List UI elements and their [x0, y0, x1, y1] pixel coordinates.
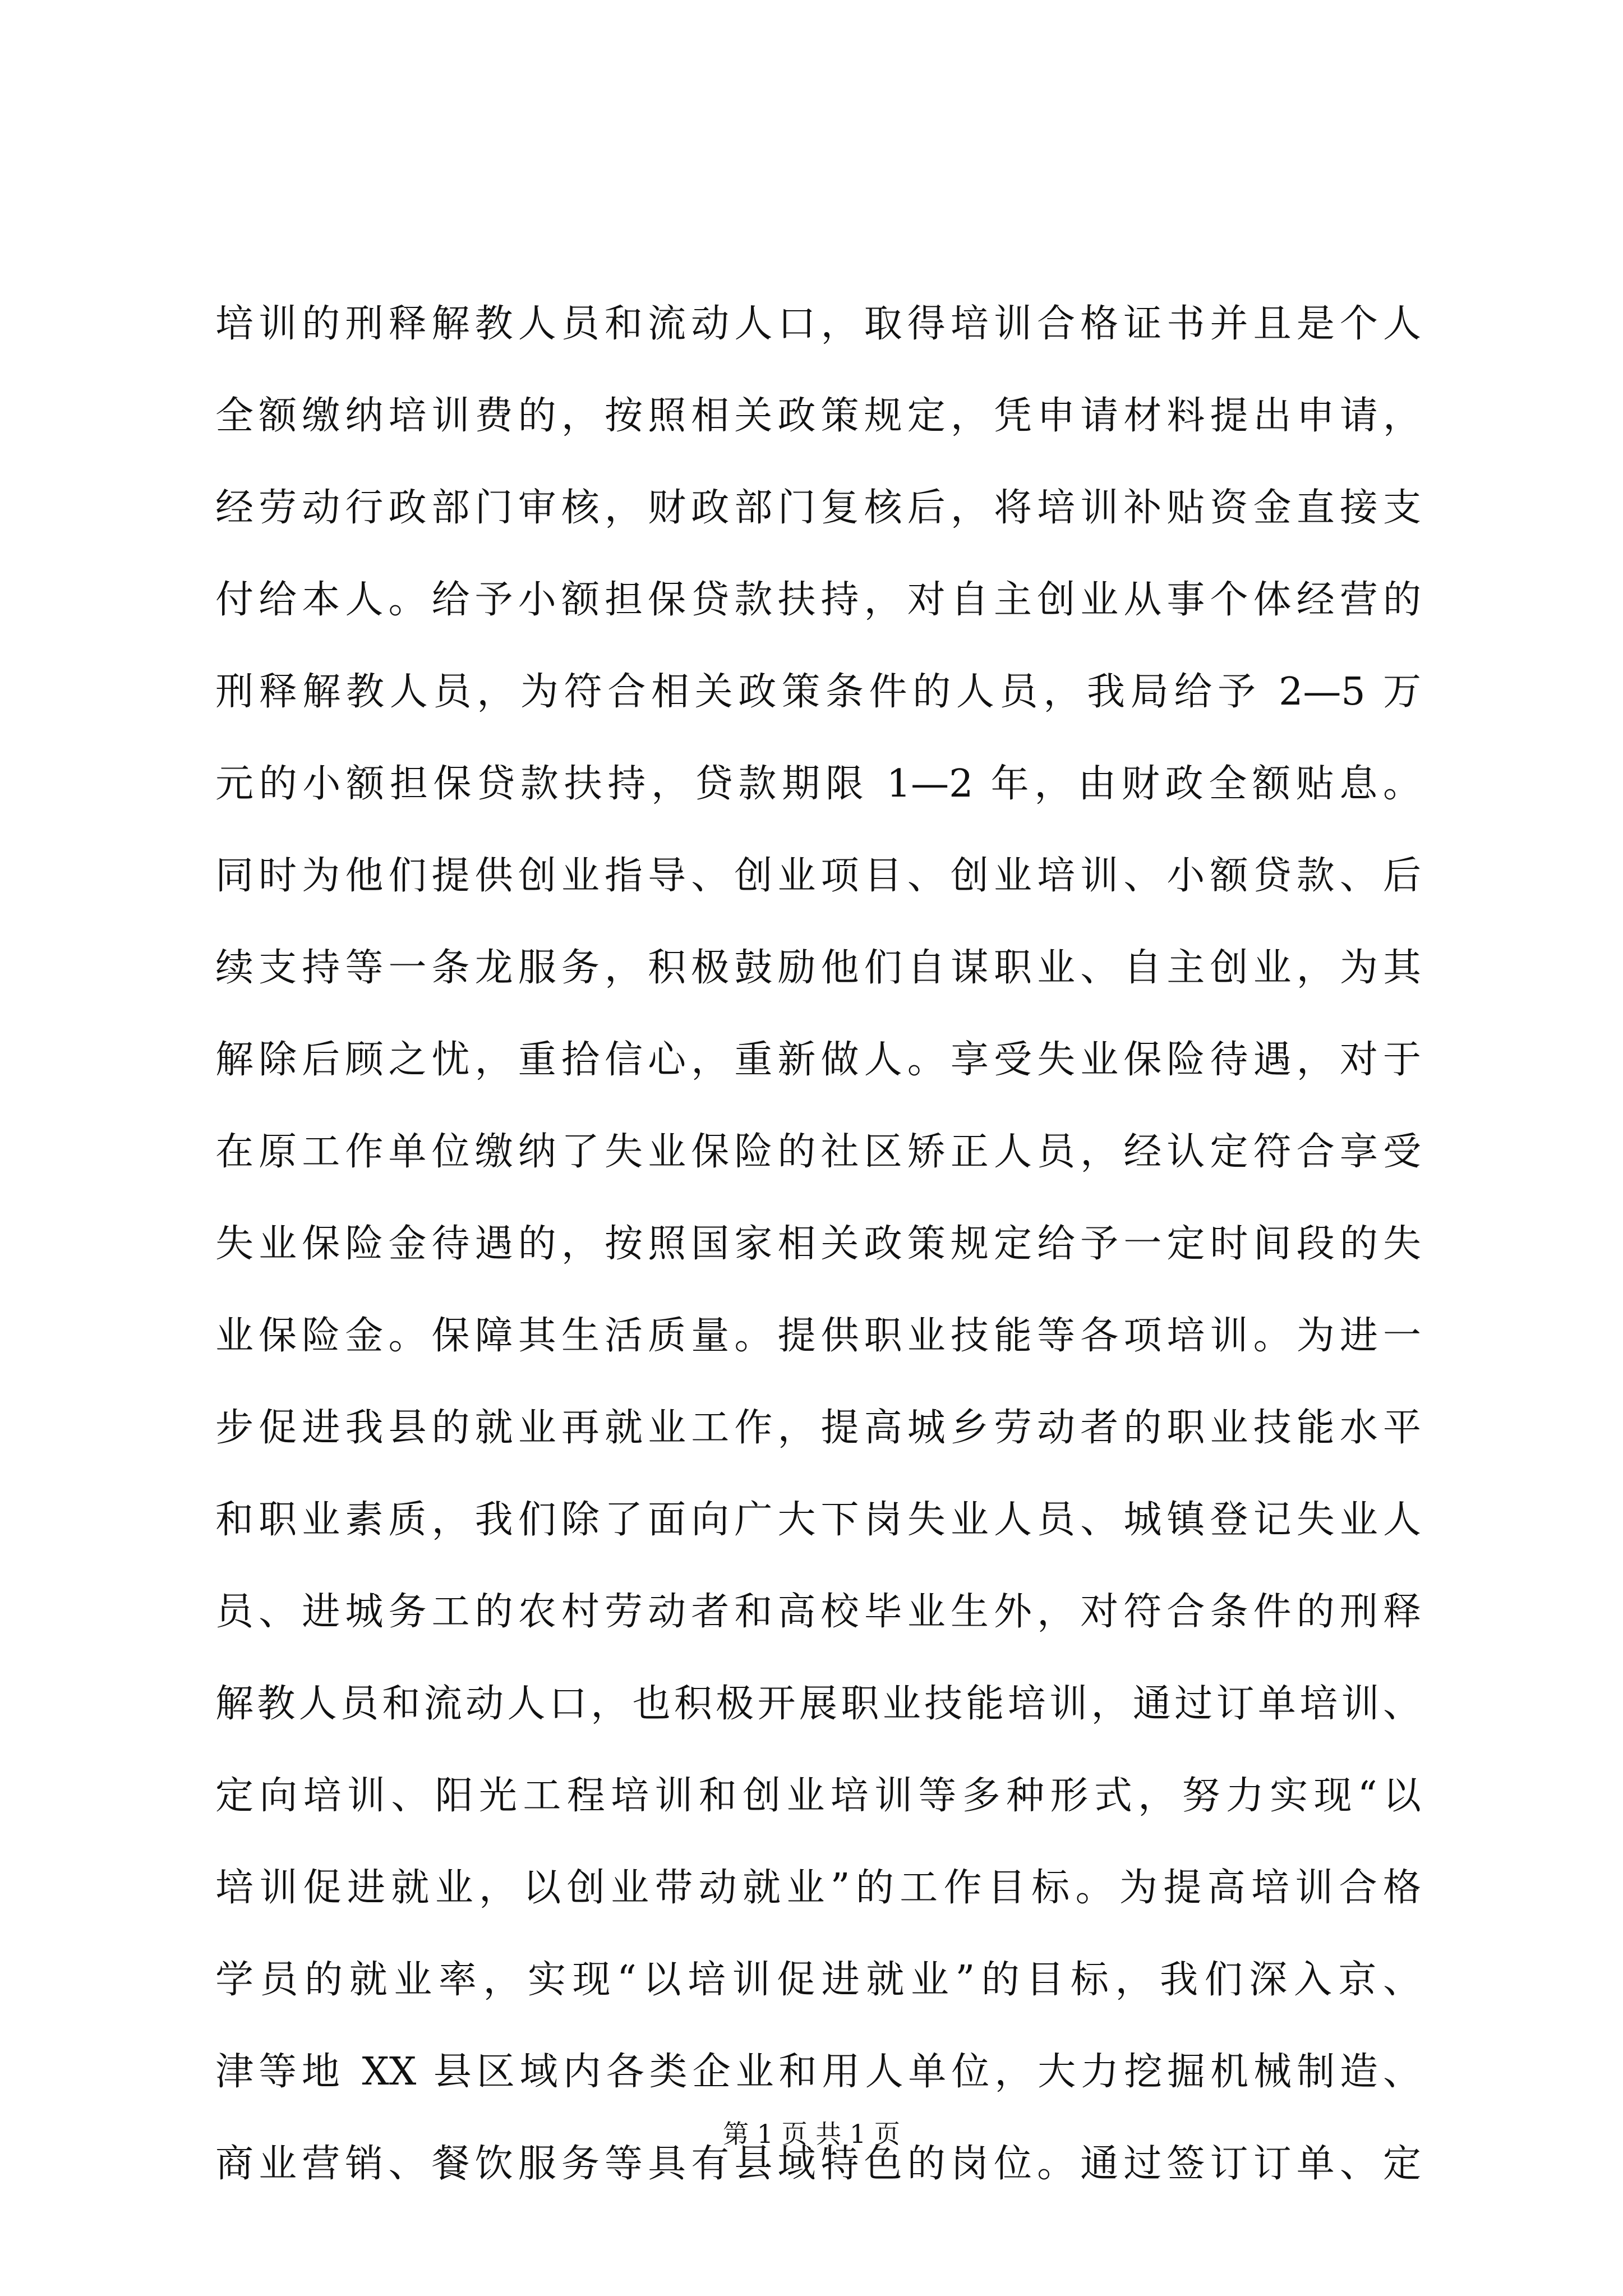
text-line: 商业营销、餐饮服务等具有县域特色的岗位。通过签订订单、定 [215, 2142, 1421, 2186]
text-line: 员、进城务工的农村劳动者和高校毕业生外，对符合条件的刑释 [215, 1590, 1421, 1634]
text-line: 在原工作单位缴纳了失业保险的社区矫正人员，经认定符合享受 [215, 1130, 1421, 1174]
text-line: 和职业素质，我们除了面向广大下岗失业人员、城镇登记失业人 [215, 1498, 1421, 1542]
text-line: 业保险金。保障其生活质量。提供职业技能等各项培训。为进一 [215, 1314, 1421, 1358]
text-line: 失业保险金待遇的，按照国家相关政策规定给予一定时间段的失 [215, 1222, 1421, 1266]
text-line: 解除后顾之忧，重拾信心，重新做人。享受失业保险待遇，对于 [215, 1038, 1421, 1082]
text-line: 全额缴纳培训费的，按照相关政策规定，凭申请材料提出申请， [215, 394, 1421, 438]
text-line: 津等地 XX 县区域内各类企业和用人单位，大力挖掘机械制造、 [215, 2050, 1421, 2094]
text-line: 解教人员和流动人口，也积极开展职业技能培训，通过订单培训、 [215, 1682, 1421, 1726]
page-number-footer: 第 1 页 共 1 页 [723, 2119, 900, 2149]
body-text [215, 301, 1421, 2233]
text-line: 同时为他们提供创业指导、创业项目、创业培训、小额贷款、后 [215, 854, 1421, 898]
text-line: 培训的刑释解教人员和流动人口，取得培训合格证书并且是个人 [215, 302, 1421, 346]
text-line: 定向培训、阳光工程培训和创业培训等多种形式，努力实现“以 [215, 1774, 1421, 1818]
text-line: 经劳动行政部门审核，财政部门复核后，将培训补贴资金直接支 [215, 486, 1421, 530]
text-line: 续支持等一条龙服务，积极鼓励他们自谋职业、自主创业，为其 [215, 946, 1421, 990]
text-line: 刑释解教人员，为符合相关政策条件的人员，我局给予 2—5 万 [215, 670, 1421, 714]
text-line: 付给本人。给予小额担保贷款扶持，对自主创业从事个体经营的 [215, 578, 1421, 622]
text-line: 培训促进就业，以创业带动就业”的工作目标。为提高培训合格 [215, 1866, 1421, 1910]
text-line: 学员的就业率，实现“以培训促进就业”的目标，我们深入京、 [215, 1958, 1421, 2002]
text-line: 步促进我县的就业再就业工作，提高城乡劳动者的职业技能水平 [215, 1406, 1421, 1450]
text-line: 元的小额担保贷款扶持，贷款期限 1—2 年，由财政全额贴息。 [215, 762, 1421, 806]
